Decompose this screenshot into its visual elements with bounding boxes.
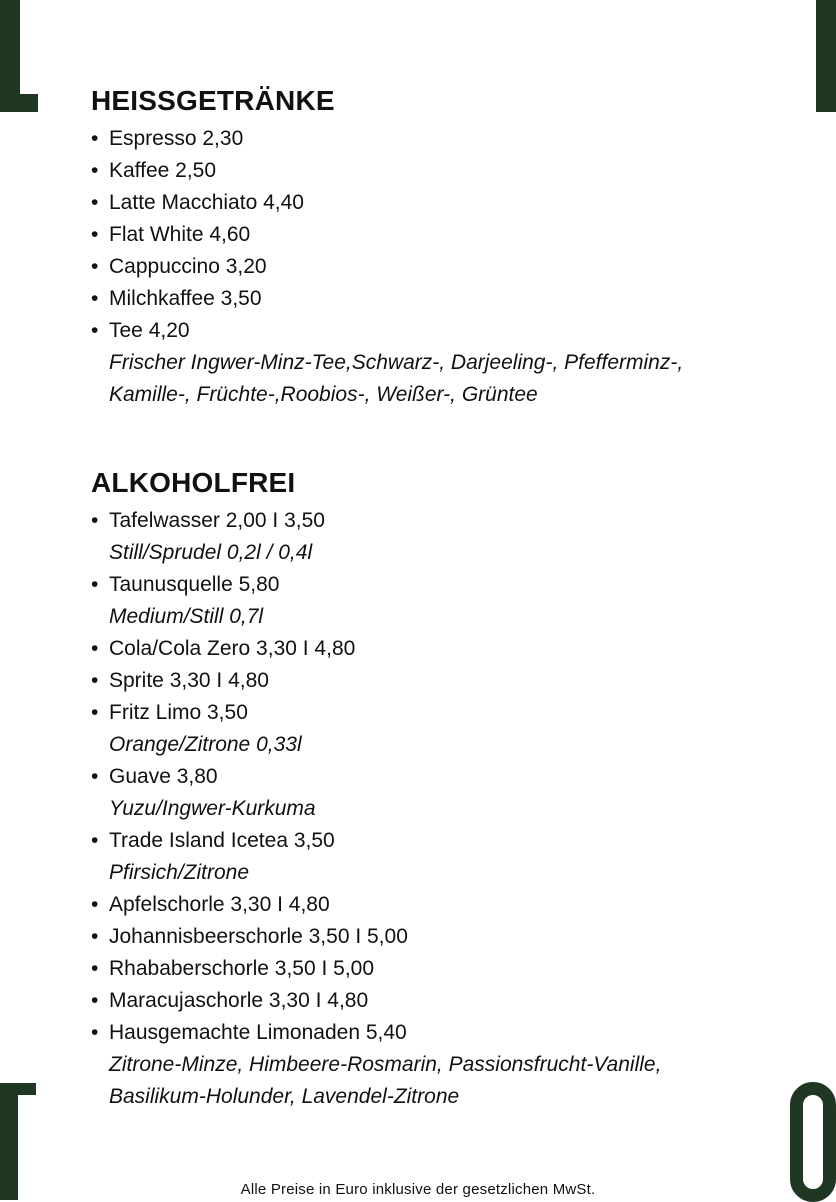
item-name-price: Hausgemachte Limonaden 5,40 [109,1021,407,1044]
list-item [91,505,791,569]
item-name-price: Latte Macchiato 4,40 [109,191,304,214]
corner-letter-top-right [816,0,836,112]
list-item [91,953,791,985]
bullet: • [91,573,99,596]
bullet: • [91,127,99,150]
section-non-alcoholic [91,467,791,1113]
item-description: Frischer Ingwer-Minz-Tee,Schwarz-, Darjeeling-, Pfefferminz-, Kamille-, Früchte-,Roobios-, Weißer-, Grüntee [109,351,684,406]
list-item [91,665,791,697]
bullet: • [91,829,99,852]
item-description: Medium/Still 0,7l [109,605,264,628]
bullet: • [91,223,99,246]
list-item [91,921,791,953]
bullet: • [91,319,99,342]
item-name-price: Espresso 2,30 [109,127,244,150]
bullet: • [91,159,99,182]
item-name-price: Milchkaffee 3,50 [109,287,262,310]
bullet: • [91,701,99,724]
item-description: Orange/Zitrone 0,33l [109,733,302,756]
item-name-price: Sprite 3,30 I 4,80 [109,669,269,692]
list-item [91,187,791,219]
bullet: • [91,893,99,916]
item-name-price: Cappuccino 3,20 [109,255,267,278]
item-description: Yuzu/Ingwer-Kurkuma [109,797,316,820]
list-item [91,569,791,633]
bullet: • [91,957,99,980]
item-description: Pfirsich/Zitrone [109,861,250,884]
list-item [91,219,791,251]
bullet: • [91,255,99,278]
price-footnote: Alle Preise in Euro inklusive der gesetzlichen MwSt. [240,1181,596,1198]
item-name-price: Maracujaschorle 3,30 I 4,80 [109,989,369,1012]
bullet: • [91,509,99,532]
corner-letter-bottom-left-serif [0,1083,36,1095]
item-name-price: Kaffee 2,50 [109,159,217,182]
item-name-price: Tafelwasser 2,00 I 3,50 [109,509,325,532]
list-item [91,761,791,825]
item-name-price: Trade Island Icetea 3,50 [109,829,335,852]
bullet: • [91,1021,99,1044]
item-name-price: Rhababerschorle 3,50 I 5,00 [109,957,375,980]
list-item [91,251,791,283]
list-item [91,123,791,155]
item-name-price: Flat White 4,60 [109,223,251,246]
section-hot-drinks [91,85,791,411]
list-item [91,697,791,761]
item-name-price: Fritz Limo 3,50 [109,701,248,724]
item-name-price: Johannisbeerschorle 3,50 I 5,00 [109,925,408,948]
bullet: • [91,925,99,948]
list-item [91,315,791,411]
section-title: ALKOHOLFREI [91,467,296,498]
list-item [91,1017,791,1113]
bullet: • [91,287,99,310]
list-item [91,825,791,889]
item-list [91,123,791,411]
item-name-price: Tee 4,20 [109,319,190,342]
list-item [91,889,791,921]
item-name-price: Taunusquelle 5,80 [109,573,280,596]
bullet: • [91,191,99,214]
corner-letter-top-left-foot [0,94,38,112]
list-item [91,155,791,187]
item-description: Zitrone-Minze, Himbeere-Rosmarin, Passionsfrucht-Vanille, Basilikum-Holunder, Lavendel-Zitrone [109,1053,662,1108]
section-title: HEISSGETRÄNKE [91,85,335,116]
item-name-price: Apfelschorle 3,30 I 4,80 [109,893,330,916]
bullet: • [91,989,99,1012]
bullet: • [91,637,99,660]
bullet: • [91,669,99,692]
list-item [91,985,791,1017]
item-list [91,505,791,1113]
item-name-price: Cola/Cola Zero 3,30 I 4,80 [109,637,356,660]
list-item [91,633,791,665]
item-description: Still/Sprudel 0,2l / 0,4l [109,541,313,564]
list-item [91,283,791,315]
bullet: • [91,765,99,788]
item-name-price: Guave 3,80 [109,765,218,788]
